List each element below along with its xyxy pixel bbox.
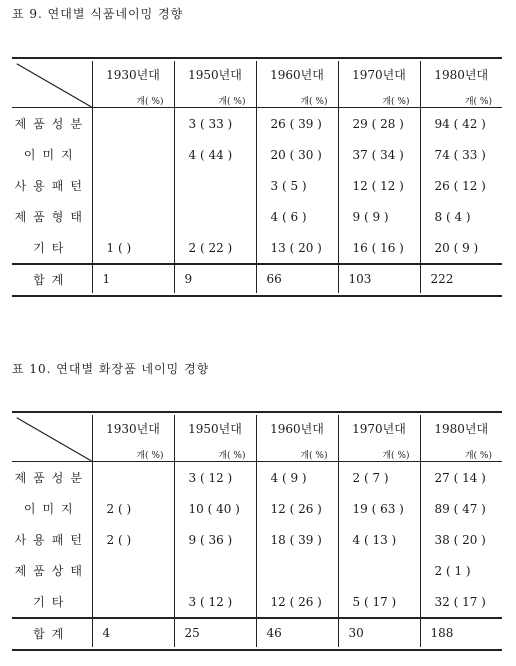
row-label: 이미지 <box>12 139 92 170</box>
total-cell: 46 <box>256 618 338 647</box>
table2-caption: 표 10. 연대별 화장품 네이밍 경향 <box>12 362 210 376</box>
table1-grid <box>12 61 502 293</box>
data-cell: 2 ( 7 ) <box>338 462 420 494</box>
data-cell: 3 ( 12 ) <box>174 462 256 494</box>
table-row <box>12 493 502 524</box>
data-cell: 74 ( 33 ) <box>420 139 502 170</box>
row-label: 제품형태 <box>12 201 92 232</box>
row-label: 사용패턴 <box>12 524 92 555</box>
data-cell: 9 ( 9 ) <box>338 201 420 232</box>
data-cell: 8 ( 4 ) <box>420 201 502 232</box>
table-row <box>12 524 502 555</box>
column-label: 1980년대 <box>434 422 489 436</box>
column-header <box>256 61 338 108</box>
column-header <box>338 415 420 462</box>
data-cell: 32 ( 17 ) <box>420 586 502 618</box>
total-cell: 66 <box>256 264 338 293</box>
bottom-rule <box>12 649 502 651</box>
column-label: 1960년대 <box>270 68 324 82</box>
row-label: 기타 <box>12 586 92 618</box>
total-cell: 1 <box>92 264 174 293</box>
column-label: 1950년대 <box>188 68 242 82</box>
row-label: 제품성분 <box>12 108 92 140</box>
corner-cell <box>12 415 92 462</box>
column-label: 1950년대 <box>188 422 242 436</box>
data-cell: 89 ( 47 ) <box>420 493 502 524</box>
table-row <box>12 462 502 494</box>
data-cell: 3 ( 5 ) <box>256 170 338 201</box>
corner-cell <box>12 61 92 108</box>
data-cell <box>92 201 174 232</box>
table1-caption: 표 9. 연대별 식품네이밍 경향 <box>12 7 184 21</box>
data-cell: 26 ( 39 ) <box>256 108 338 140</box>
data-cell: 94 ( 42 ) <box>420 108 502 140</box>
row-label: 기타 <box>12 232 92 264</box>
data-cell <box>92 462 174 494</box>
bottom-rule <box>12 295 502 297</box>
column-header <box>338 61 420 108</box>
table2 <box>12 411 502 651</box>
data-cell <box>338 555 420 586</box>
column-header <box>420 415 502 462</box>
data-cell: 2 ( ) <box>92 524 174 555</box>
row-label: 이미지 <box>12 493 92 524</box>
data-cell: 27 ( 14 ) <box>420 462 502 494</box>
data-cell <box>92 139 174 170</box>
data-cell: 37 ( 34 ) <box>338 139 420 170</box>
row-label: 제품상태 <box>12 555 92 586</box>
total-label: 합계 <box>12 264 92 293</box>
total-cell: 9 <box>174 264 256 293</box>
data-cell <box>174 201 256 232</box>
row-label: 제품성분 <box>12 462 92 494</box>
column-label: 1930년대 <box>106 68 160 82</box>
column-label: 1970년대 <box>352 68 406 82</box>
data-cell: 3 ( 12 ) <box>174 586 256 618</box>
data-cell: 20 ( 9 ) <box>420 232 502 264</box>
column-header <box>92 61 174 108</box>
table-row <box>12 586 502 618</box>
data-cell: 2 ( 22 ) <box>174 232 256 264</box>
header-row <box>12 415 502 462</box>
data-cell: 4 ( 13 ) <box>338 524 420 555</box>
data-cell: 12 ( 12 ) <box>338 170 420 201</box>
column-label: 1980년대 <box>434 68 489 82</box>
data-cell: 2 ( ) <box>92 493 174 524</box>
data-cell: 10 ( 40 ) <box>174 493 256 524</box>
total-label: 합계 <box>12 618 92 647</box>
column-header <box>174 61 256 108</box>
unit-label: 개( %) <box>464 97 492 107</box>
unit-label: 개( %) <box>464 451 492 461</box>
data-cell <box>174 170 256 201</box>
row-label: 사용패턴 <box>12 170 92 201</box>
data-cell: 9 ( 36 ) <box>174 524 256 555</box>
total-cell: 4 <box>92 618 174 647</box>
table-row <box>12 201 502 232</box>
data-cell <box>256 555 338 586</box>
data-cell: 3 ( 33 ) <box>174 108 256 140</box>
data-cell: 12 ( 26 ) <box>256 493 338 524</box>
total-cell: 103 <box>338 264 420 293</box>
total-cell: 30 <box>338 618 420 647</box>
table-row <box>12 108 502 140</box>
column-label: 1970년대 <box>352 422 406 436</box>
total-row <box>12 618 502 647</box>
unit-label: 개( %) <box>218 451 246 461</box>
data-cell: 4 ( 9 ) <box>256 462 338 494</box>
table-row <box>12 555 502 586</box>
column-header <box>420 61 502 108</box>
data-cell: 4 ( 6 ) <box>256 201 338 232</box>
column-label: 1930년대 <box>106 422 160 436</box>
data-cell: 5 ( 17 ) <box>338 586 420 618</box>
data-cell: 19 ( 63 ) <box>338 493 420 524</box>
data-cell: 13 ( 20 ) <box>256 232 338 264</box>
data-cell <box>92 108 174 140</box>
total-cell: 25 <box>174 618 256 647</box>
header-row <box>12 61 502 108</box>
table1 <box>12 57 502 297</box>
total-row <box>12 264 502 293</box>
data-cell: 18 ( 39 ) <box>256 524 338 555</box>
data-cell <box>92 586 174 618</box>
data-cell: 16 ( 16 ) <box>338 232 420 264</box>
table2-grid <box>12 415 502 647</box>
unit-label: 개( %) <box>300 451 328 461</box>
data-cell: 29 ( 28 ) <box>338 108 420 140</box>
data-cell: 4 ( 44 ) <box>174 139 256 170</box>
data-cell: 38 ( 20 ) <box>420 524 502 555</box>
data-cell: 26 ( 12 ) <box>420 170 502 201</box>
column-header <box>92 415 174 462</box>
data-cell: 20 ( 30 ) <box>256 139 338 170</box>
table-row <box>12 139 502 170</box>
total-cell: 188 <box>420 618 502 647</box>
data-cell <box>174 555 256 586</box>
column-header <box>174 415 256 462</box>
data-cell <box>92 555 174 586</box>
unit-label: 개( %) <box>382 97 410 107</box>
table-row <box>12 170 502 201</box>
data-cell: 12 ( 26 ) <box>256 586 338 618</box>
data-cell: 1 ( ) <box>92 232 174 264</box>
data-cell <box>92 170 174 201</box>
top-rule <box>12 57 502 59</box>
total-cell: 222 <box>420 264 502 293</box>
table-row <box>12 232 502 264</box>
data-cell: 2 ( 1 ) <box>420 555 502 586</box>
top-rule <box>12 411 502 413</box>
unit-label: 개( %) <box>136 451 164 461</box>
unit-label: 개( %) <box>382 451 410 461</box>
unit-label: 개( %) <box>218 97 246 107</box>
column-label: 1960년대 <box>270 422 324 436</box>
column-header <box>256 415 338 462</box>
unit-label: 개( %) <box>300 97 328 107</box>
unit-label: 개( %) <box>136 97 164 107</box>
